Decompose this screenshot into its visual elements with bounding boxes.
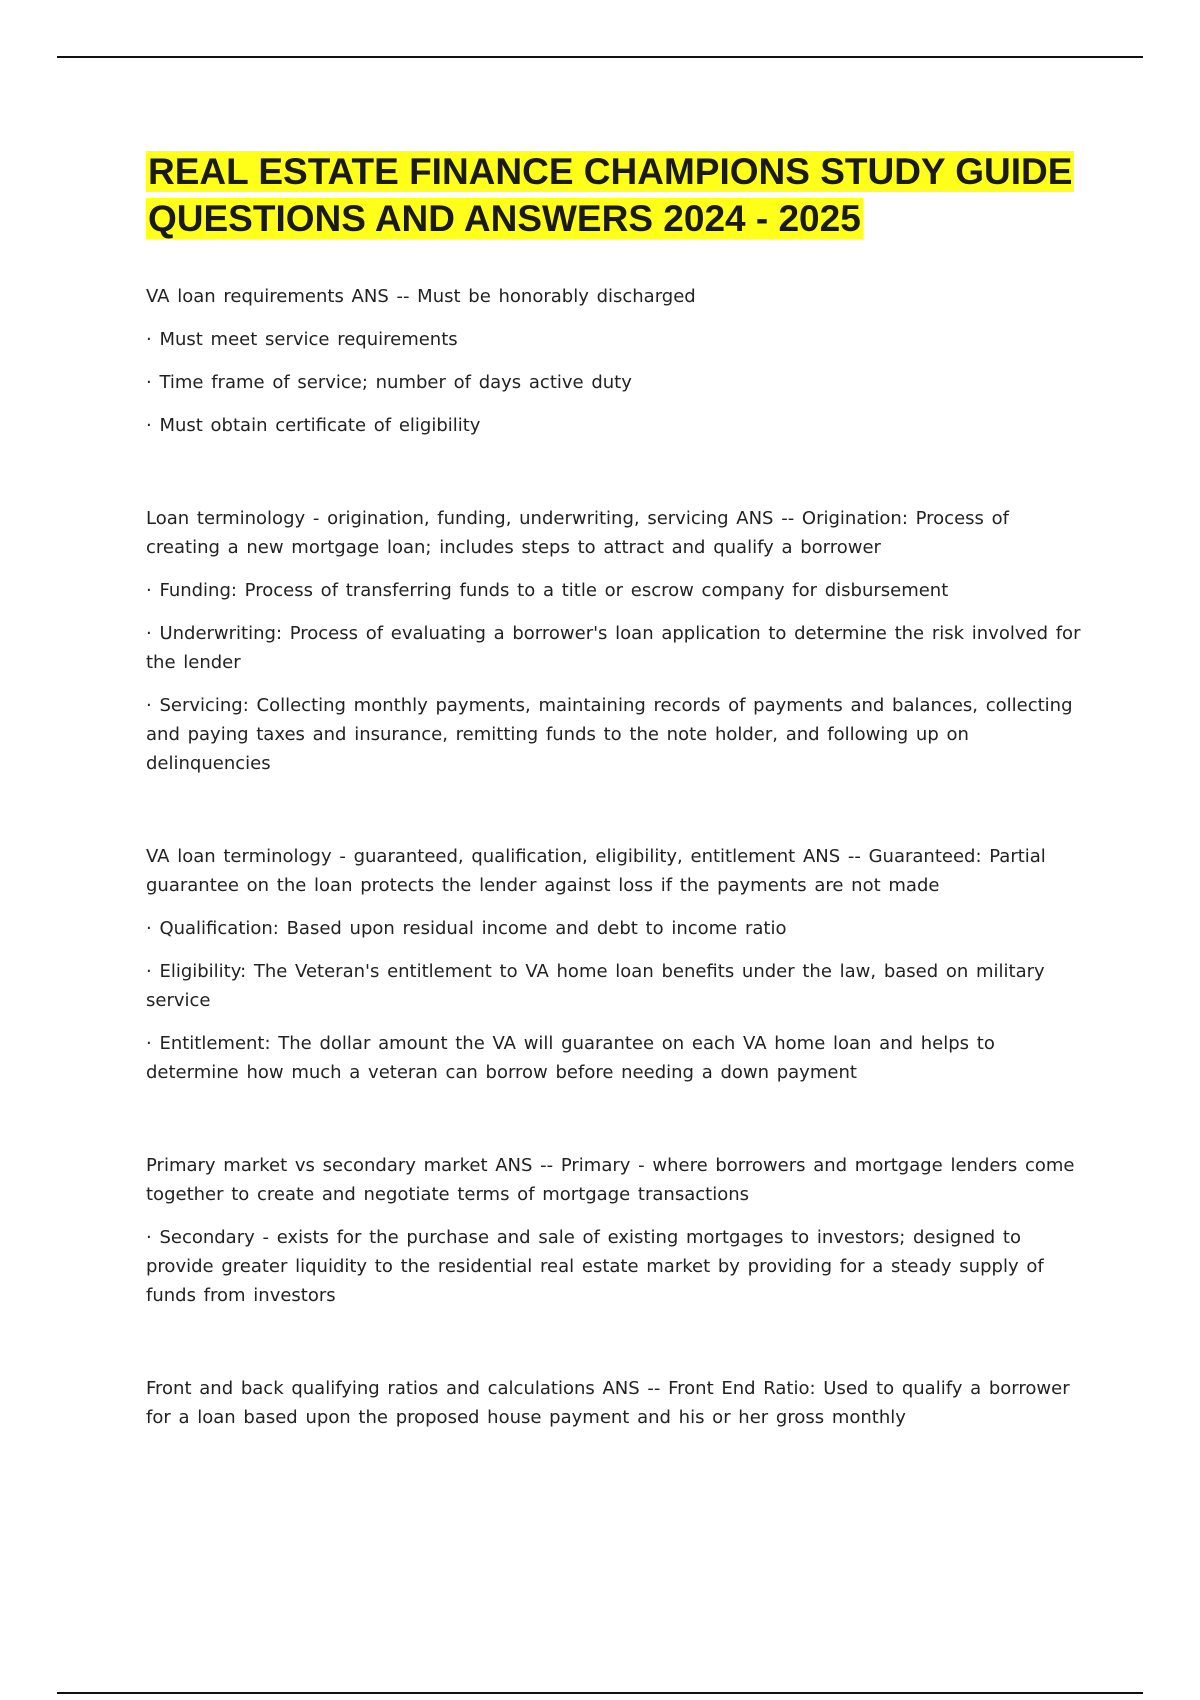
qa-section-loan-terminology xyxy=(146,504,1086,778)
answer-bullet: · Entitlement: The dollar amount the VA will guarantee on each VA home loan and helps to determine how much a veteran can borrow before needing a down payment xyxy=(146,1033,995,1083)
answer-bullet: · Eligibility: The Veteran's entitlement to VA home loan benefits under the law, based on military service xyxy=(146,961,1045,1011)
answer-bullet: · Must obtain certificate of eligibility xyxy=(146,415,481,436)
top-rule xyxy=(57,56,1143,58)
question-answer: Loan terminology - origination, funding, underwriting, servicing ANS -- Origination: Process of creating a new mortgage loan; includes steps to attract and qualify a borrower xyxy=(146,508,1009,558)
qa-section-va-loan-requirements xyxy=(146,282,1086,440)
question-answer: Primary market vs secondary market ANS -- Primary - where borrowers and mortgage lenders come together to create and negotiate terms of mortgage transactions xyxy=(146,1155,1075,1205)
answer-bullet: · Funding: Process of transferring funds to a title or escrow company for disbursement xyxy=(146,580,949,601)
title-highlight: REAL ESTATE FINANCE CHAMPIONS STUDY GUIDE QUESTIONS AND ANSWERS 2024 - 2025 xyxy=(148,151,1073,239)
answer-bullet: · Secondary - exists for the purchase and sale of existing mortgages to investors; designed to provide greater liquidity to the residential real estate market by providing for a steady supply of funds from investors xyxy=(146,1227,1044,1306)
document-body xyxy=(146,148,1086,1446)
answer-bullet: · Servicing: Collecting monthly payments, maintaining records of payments and balances, collecting and paying taxes and insurance, remitting funds to the note holder, and following up on delinquencies xyxy=(146,695,1073,774)
question-answer: VA loan requirements ANS -- Must be honorably discharged xyxy=(146,286,696,307)
question-answer: VA loan terminology - guaranteed, qualification, eligibility, entitlement ANS -- Guaranteed: Partial guarantee on the loan protects the lender against loss if the payments are not made xyxy=(146,846,1046,896)
qa-section-primary-vs-secondary-market xyxy=(146,1151,1086,1310)
answer-bullet: · Time frame of service; number of days active duty xyxy=(146,372,632,393)
bottom-rule xyxy=(57,1692,1143,1694)
answer-bullet: · Qualification: Based upon residual income and debt to income ratio xyxy=(146,918,787,939)
qa-section-va-loan-terminology xyxy=(146,842,1086,1087)
qa-section-qualifying-ratios xyxy=(146,1374,1086,1432)
document-title xyxy=(146,148,1086,242)
question-answer: Front and back qualifying ratios and calculations ANS -- Front End Ratio: Used to qualify a borrower for a loan based upon the proposed house payment and his or her gross monthly xyxy=(146,1378,1070,1428)
answer-bullet: · Underwriting: Process of evaluating a borrower's loan application to determine the risk involved for the lender xyxy=(146,623,1081,673)
answer-bullet: · Must meet service requirements xyxy=(146,329,458,350)
